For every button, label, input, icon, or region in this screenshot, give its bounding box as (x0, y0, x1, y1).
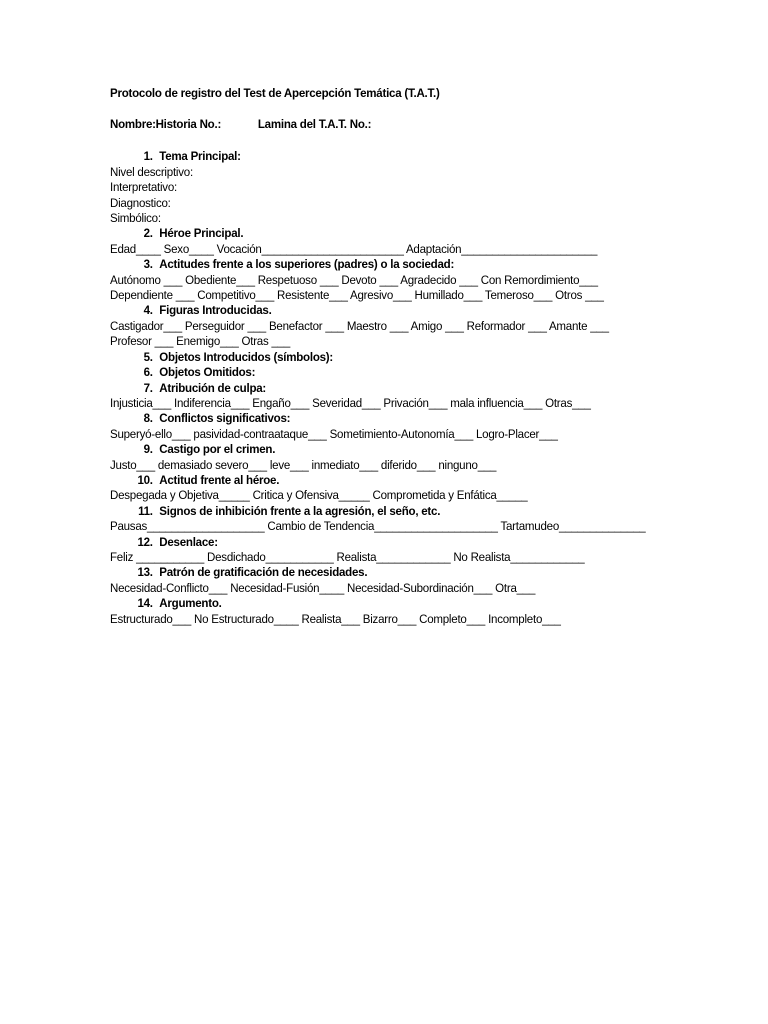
section-heading-12 (110, 535, 668, 550)
section-label: Objetos Introducidos (símbolos): (159, 349, 334, 364)
section-heading-4 (110, 303, 668, 318)
section-number: 7. (143, 380, 153, 395)
form-line: Profesor ___ Enemigo___ Otras ___ (110, 334, 291, 349)
section-number: 14. (137, 596, 153, 611)
section-label: Patrón de gratificación de necesidades. (159, 565, 368, 580)
header-fields (110, 117, 668, 133)
section-label: Objetos Omitidos: (159, 365, 256, 380)
form-line: Edad____ Sexo____ Vocación_______________________ Adaptación______________________ (110, 241, 598, 256)
section-heading-2 (110, 226, 668, 241)
form-line: Pausas___________________ Cambio de Tendencia____________________ Tartamudeo______________ (110, 519, 646, 534)
section-heading-6 (110, 365, 668, 380)
form-line: Despegada y Objetiva_____ Critica y Ofensiva_____ Comprometida y Enfática_____ (110, 488, 528, 503)
form-line: Nivel descriptivo: (110, 164, 193, 179)
section-number: 5. (143, 349, 153, 364)
section-label: Actitud frente al héroe. (159, 472, 280, 487)
section-label: Atribución de culpa: (159, 380, 267, 395)
section-number: 1. (143, 149, 153, 164)
form-line: Autónomo ___ Obediente___ Respetuoso ___ Devoto ___ Agradecido ___ Con Remordimiento___ (110, 272, 598, 287)
section-label: Tema Principal: (159, 149, 241, 164)
form-line: Estructurado___ No Estructurado____ Realista___ Bizarro___ Completo___ Incompleto___ (110, 611, 561, 626)
form-line: Injusticia___ Indiferencia___ Engaño___ Severidad___ Privación___ mala influencia___ Otras___ (110, 395, 591, 410)
section-number: 3. (143, 257, 153, 272)
form-line: Feliz ___________ Desdichado___________ Realista____________ No Realista____________ (110, 549, 585, 564)
section-number: 12. (137, 534, 153, 549)
section-heading-5 (110, 350, 668, 365)
section-heading-14 (110, 596, 668, 611)
form-line: Dependiente ___ Competitivo___ Resistente___ Agresivo___ Humillado___ Temeroso___ Otros ___ (110, 288, 604, 303)
section-heading-1 (110, 149, 668, 164)
section-heading-13 (110, 565, 668, 580)
document-title: Protocolo de registro del Test de Apercepción Temática (T.A.T.) (110, 86, 440, 100)
section-number: 10. (137, 472, 153, 487)
section-heading-3 (110, 257, 668, 272)
spacer (110, 133, 668, 149)
section-heading-10 (110, 473, 668, 488)
section-heading-9 (110, 442, 668, 457)
form-line: Justo___ demasiado severo___ leve___ inmediato___ diferido___ ninguno___ (110, 457, 497, 472)
form-line: Simbólico: (110, 211, 161, 226)
section-label: Signos de inhibición frente a la agresión, el seño, etc. (159, 503, 441, 518)
section-number: 6. (143, 365, 153, 380)
section-number: 4. (143, 303, 153, 318)
lamina-label: Lamina del T.A.T. No.: (257, 117, 372, 132)
section-number: 11. (138, 503, 153, 518)
section-label: Desenlace: (159, 534, 218, 549)
form-line: Necesidad-Conflicto___ Necesidad-Fusión____ Necesidad-Subordinación___ Otra___ (110, 580, 536, 595)
section-number: 9. (143, 442, 153, 457)
form-line: Interpretativo: (110, 180, 177, 195)
section-number: 8. (143, 411, 153, 426)
form-line: Castigador___ Perseguidor ___ Benefactor ___ Maestro ___ Amigo ___ Reformador ___ Amante ___ (110, 318, 609, 333)
historia-label: Historia No.: (155, 117, 222, 132)
section-heading-8 (110, 411, 668, 426)
form-content (110, 86, 668, 627)
section-number: 13. (137, 565, 153, 580)
form-line: Diagnostico: (110, 195, 171, 210)
section-label: Héroe Principal. (159, 226, 244, 241)
section-label: Conflictos significativos: (159, 411, 291, 426)
section-list (110, 149, 668, 627)
section-label: Castigo por el crimen. (159, 442, 276, 457)
form-line: Superyó-ello___ pasividad-contraataque___ Sometimiento-Autonomía___ Logro-Placer___ (110, 426, 558, 441)
section-label: Actitudes frente a los superiores (padres) o la sociedad: (159, 257, 455, 272)
section-number: 2. (143, 226, 153, 241)
section-heading-11 (110, 504, 668, 519)
section-label: Figuras Introducidas. (159, 303, 272, 318)
section-heading-7 (110, 381, 668, 396)
nombre-label: Nombre: (110, 117, 156, 132)
section-label: Argumento. (159, 596, 222, 611)
